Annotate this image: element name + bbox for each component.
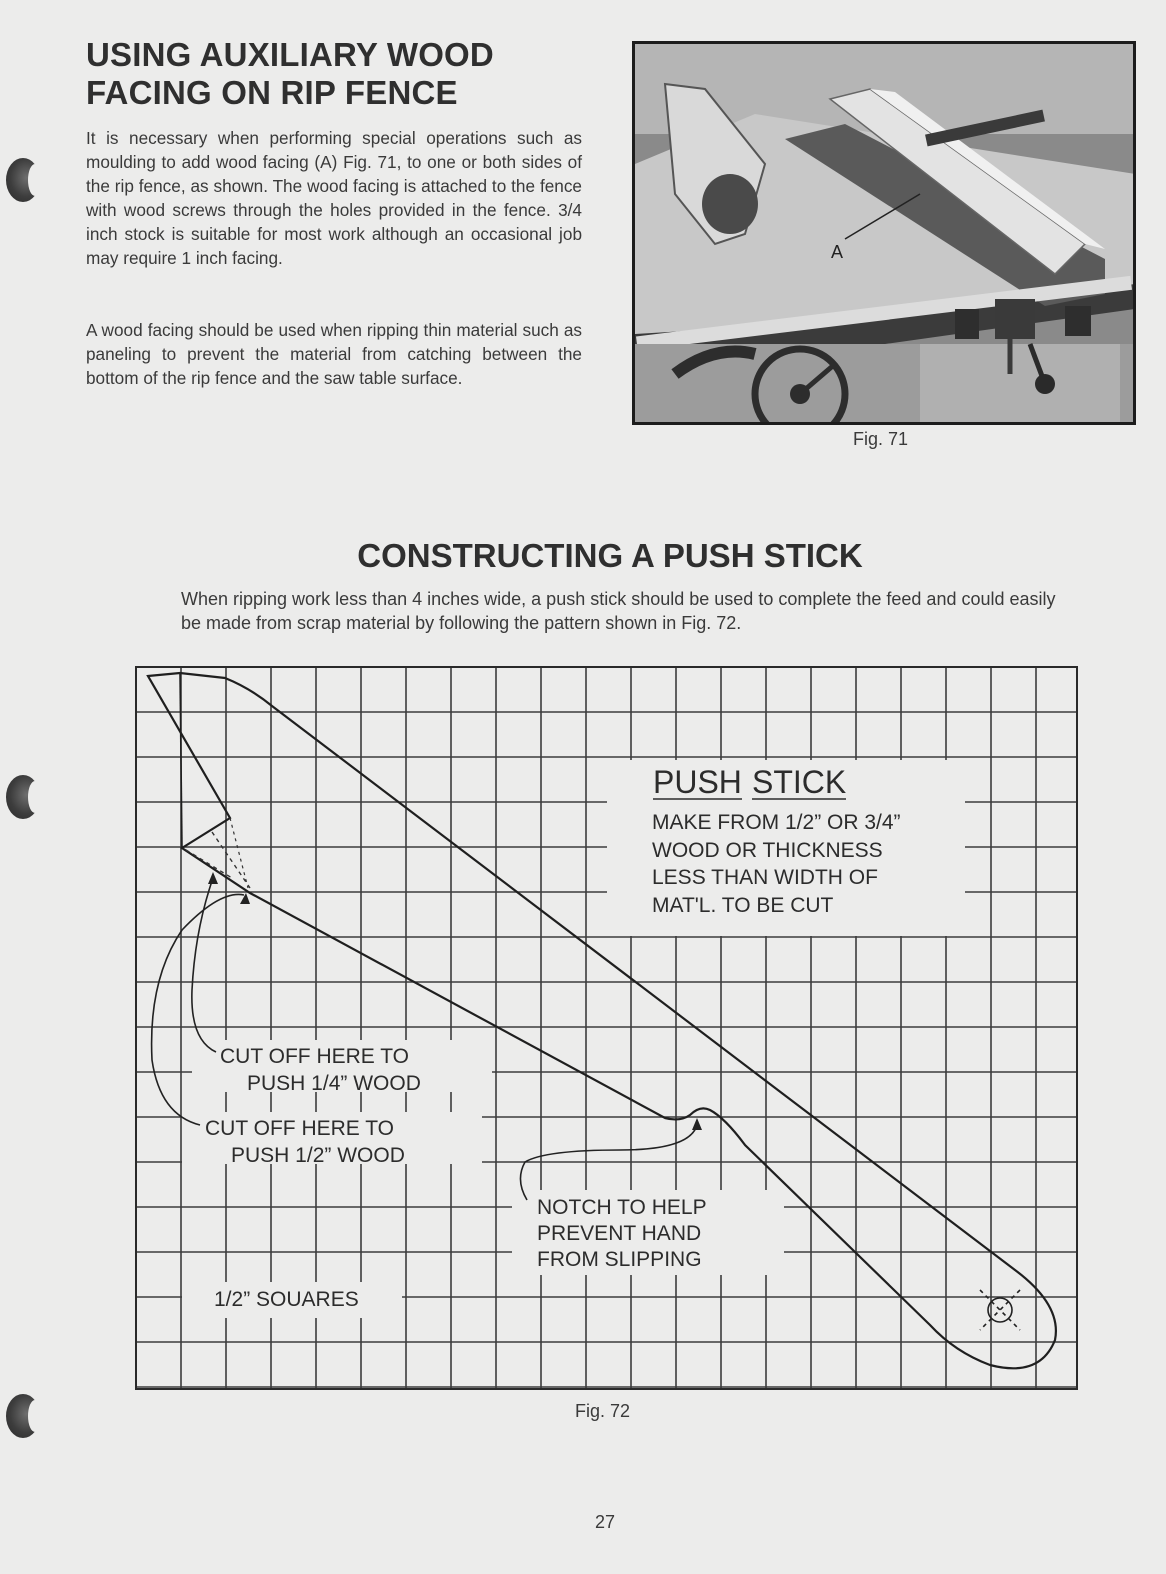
arrowhead-icon [692, 1118, 702, 1130]
figure-71-caption: Fig. 71 [853, 429, 909, 449]
instruction-line: LESS THAN WIDTH OF [652, 866, 878, 889]
instruction-line: MAT'L. TO BE CUT [652, 894, 834, 917]
instruction-line: WOOD OR THICKNESS [652, 839, 883, 862]
callout-label-a: A [831, 242, 844, 262]
paragraph-push-stick-intro: When ripping work less than 4 inches wide, a push stick should be used to complete the feed and could easily be made from scrap material by following the pattern shown in Fig. 72. [181, 589, 1056, 633]
cut-half-label-line2: PUSH 1/2” WOOD [231, 1144, 405, 1167]
grid-squares-note: 1/2” SOUARES [214, 1288, 359, 1311]
notch-label-line3: FROM SLIPPING [537, 1248, 702, 1271]
hang-hole-target-icon [980, 1290, 1020, 1330]
paragraph-thin-material: A wood facing should be used when ripping thin material such as paneling to prevent the material from catching between the bottom of the rip fence and the saw table surface. [86, 320, 582, 388]
push-stick-heading-word1: PUSH [653, 764, 742, 800]
notch-label-line1: NOTCH TO HELP [537, 1196, 707, 1219]
cut-half-label-line1: CUT OFF HERE TO [205, 1117, 395, 1140]
notch-label-line2: PREVENT HAND [537, 1222, 702, 1245]
cut-line-guide [230, 818, 248, 888]
paragraph-wood-facing-purpose: It is necessary when performing special operations such as moulding to add wood facing (A) Fig. 71, to one or both sides of the rip fence, as shown. The wood facing is attached to the fence with wood screws through the holes provided in the fence. 3/4 inch stock is suitable for most work although an occasional job may require 1 inch facing. [86, 128, 582, 268]
figure-72-caption: Fig. 72 [575, 1401, 631, 1421]
arrowhead-icon [208, 872, 218, 884]
cut-line-quarter [186, 850, 232, 878]
page-number: 27 [594, 1512, 616, 1532]
instruction-line: MAKE FROM 1/2” OR 3/4” [652, 811, 901, 834]
cut-quarter-label-line2: PUSH 1/4” WOOD [247, 1072, 421, 1095]
cut-quarter-label-line1: CUT OFF HERE TO [220, 1045, 410, 1068]
title-line-2: FACING ON RIP FENCE [86, 74, 458, 111]
section-title-push-stick: CONSTRUCTING A PUSH STICK [357, 537, 863, 574]
title-line-1: USING AUXILIARY WOOD [86, 36, 494, 73]
push-stick-heading-word2: STICK [752, 764, 847, 800]
